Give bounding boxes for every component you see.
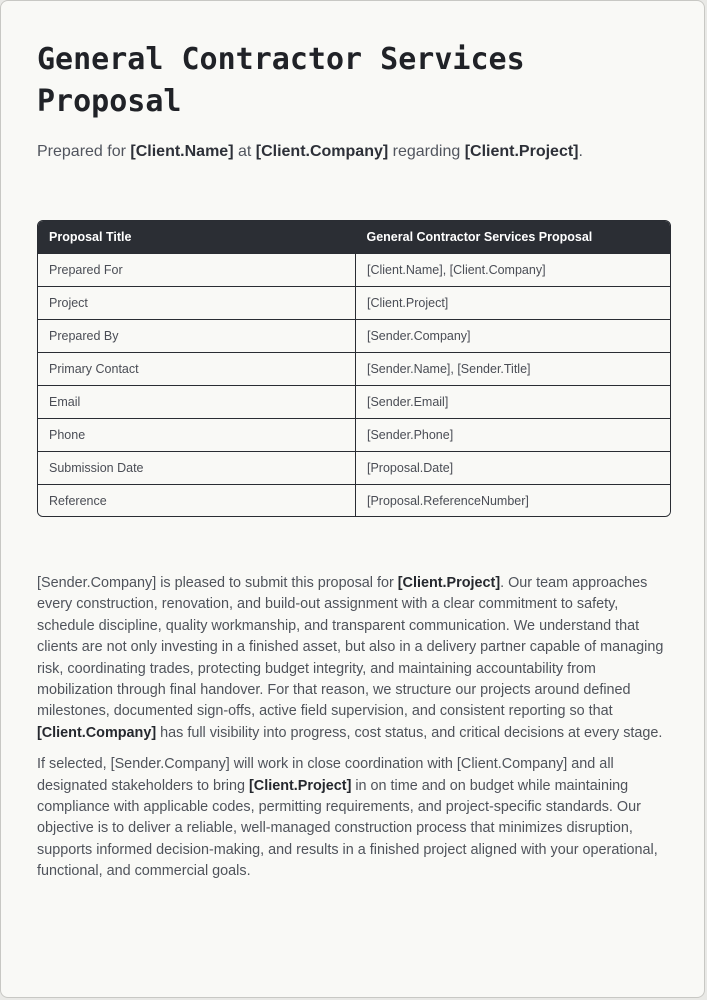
- row-label: Prepared For: [38, 254, 356, 287]
- proposal-details-table: [37, 220, 671, 517]
- row-value: [Proposal.ReferenceNumber]: [356, 485, 671, 518]
- row-value: [Sender.Phone]: [356, 419, 671, 452]
- subtitle-client-company: [Client.Company]: [255, 143, 389, 160]
- table-header-label: Proposal Title: [38, 221, 356, 254]
- table-header-row: [38, 221, 670, 254]
- row-label: Prepared By: [38, 320, 356, 353]
- intro-text: in on time and on budget while maintaining compliance with applicable codes, permitting requirements, and project-specific standards. Our objective is to deliver a reliable, well-managed construction process that minimizes disruption, supports informed decision-making, and results in a finished project aligned with your operational, functional, and commercial goals.: [37, 777, 658, 880]
- intro-paragraph-1: [37, 573, 671, 744]
- row-label: Reference: [38, 485, 356, 518]
- table-row: [38, 287, 670, 320]
- row-value: [Proposal.Date]: [356, 452, 671, 485]
- row-label: Primary Contact: [38, 353, 356, 386]
- intro-text: . Our team approaches every construction, renovation, and build-out assignment with a clear commitment to safety, schedule discipline, quality workmanship, and transparent communication. We understand that clients are not only investing in a finished asset, but also in a delivery partner capable of managing risk, coordinating trades, protecting budget integrity, and maintaining accountability from mobilization through final handover. For that reason, we structure our projects around defined milestones, documented sign-offs, active field supervision, and consistent reporting so that: [37, 575, 664, 720]
- intro-text: If selected, [Sender.Company] will work in close coordination with [Client.Company] and all designated stakeholders to bring: [37, 756, 614, 794]
- table-row: [38, 485, 670, 518]
- table-row: [38, 452, 670, 485]
- client-project-placeholder: [Client.Project]: [249, 777, 352, 794]
- table-row: [38, 254, 670, 287]
- introduction-section: [37, 573, 671, 893]
- intro-text: has full visibility into progress, cost status, and critical decisions at every stage.: [156, 724, 663, 741]
- document-subtitle: [37, 141, 677, 163]
- subtitle-client-name: [Client.Name]: [130, 143, 234, 160]
- table-row: [38, 386, 670, 419]
- table-row: [38, 353, 670, 386]
- client-project-placeholder: [Client.Project]: [397, 575, 501, 591]
- row-label: Email: [38, 386, 356, 419]
- client-company-placeholder: [Client.Company]: [37, 724, 157, 741]
- row-value: [Sender.Name], [Sender.Title]: [356, 353, 671, 386]
- row-value: [Client.Name], [Client.Company]: [356, 254, 671, 287]
- subtitle-at: at: [233, 143, 256, 160]
- table-header-value: General Contractor Services Proposal: [356, 221, 671, 254]
- table-row: [38, 320, 670, 353]
- table-row: [38, 419, 670, 452]
- row-value: [Sender.Company]: [356, 320, 671, 353]
- subtitle-client-project: [Client.Project]: [464, 143, 579, 160]
- subtitle-regarding: regarding: [388, 143, 465, 160]
- intro-text: [Sender.Company] is pleased to submit this proposal for: [37, 575, 398, 591]
- document-title: General Contractor Services Proposal: [37, 42, 525, 119]
- intro-paragraph-2: [37, 754, 671, 882]
- row-label: Submission Date: [38, 452, 356, 485]
- row-label: Project: [38, 287, 356, 320]
- row-label: Phone: [38, 419, 356, 452]
- subtitle-end: .: [578, 143, 583, 160]
- row-value: [Client.Project]: [356, 287, 671, 320]
- row-value: [Sender.Email]: [356, 386, 671, 419]
- subtitle-prefix: Prepared for: [37, 143, 131, 160]
